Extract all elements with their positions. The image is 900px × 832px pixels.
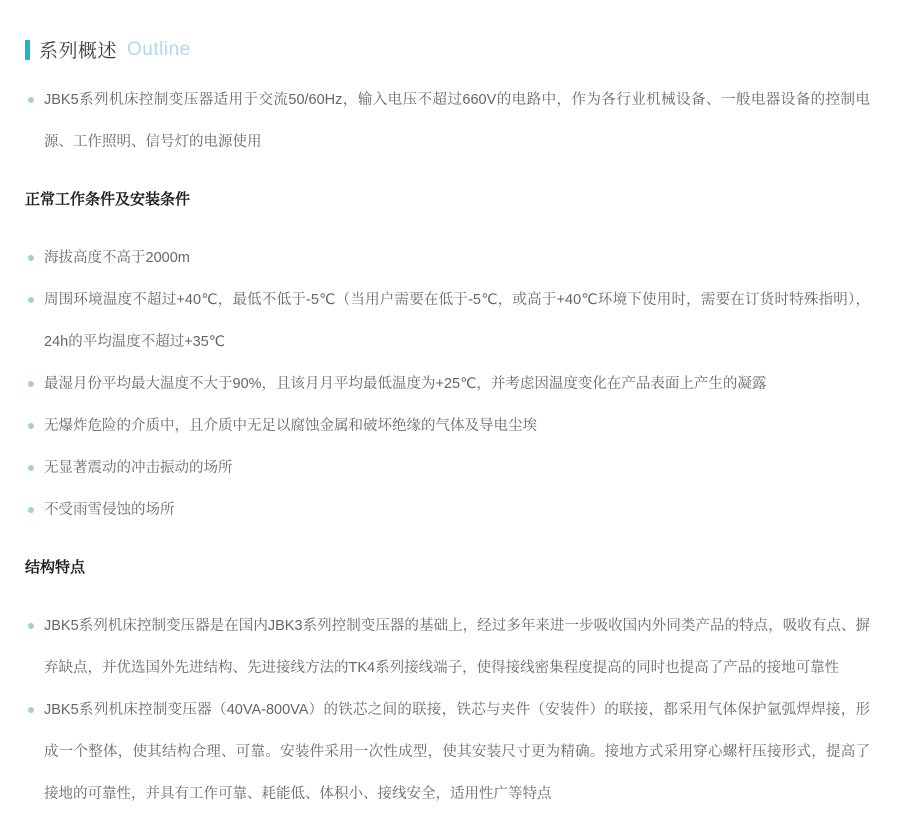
list-item — [25, 447, 870, 489]
list-item — [25, 689, 870, 815]
bullet-list — [25, 237, 870, 531]
bullet-dot-icon — [28, 423, 34, 429]
bullet-text: JBK5系列机床控制变压器（40VA-800VA）的铁芯之间的联接，铁芯与夹件（安装件）的联接，都采用气体保护氩弧焊焊接，形成一个整体，使其结构合理、可靠。安装件采用一次性成型，使其安装尺寸更为精确。接地方式采用穿心螺杆压接形式，提高了接地的可靠性，并具有工作可靠、耗能低、体积小、接线安全，适用性广等特点 — [44, 702, 870, 802]
section-heading: 结构特点 — [25, 559, 86, 576]
bullet-text: 海拔高度不高于2000m — [44, 250, 190, 266]
bullet-text: 最湿月份平均最大温度不大于90%，且该月月平均最低温度为+25℃，并考虑因温度变化在产品表面上产生的凝露 — [44, 376, 767, 392]
list-item — [25, 605, 870, 689]
bullet-list — [25, 605, 870, 815]
sections-container — [25, 79, 870, 815]
bullet-text: 周围环境温度不超过+40℃，最低不低于-5℃（当用户需要在低于-5℃，或高于+40℃环境下使用时，需要在订货时特殊指明），24h的平均温度不超过+35℃ — [44, 292, 870, 350]
bullet-dot-icon — [28, 381, 34, 387]
page-header — [25, 36, 870, 63]
bullet-dot-icon — [28, 97, 34, 103]
list-item — [25, 279, 870, 363]
bullet-text: 无爆炸危险的介质中，且介质中无足以腐蚀金属和破坏绝缘的气体及导电尘埃 — [44, 418, 537, 434]
page-title: 系列概述 — [39, 41, 118, 62]
list-item — [25, 79, 870, 163]
bullet-text: 不受雨雪侵蚀的场所 — [44, 502, 175, 518]
bullet-dot-icon — [28, 707, 34, 713]
list-item — [25, 405, 870, 447]
bullet-dot-icon — [28, 297, 34, 303]
bullet-dot-icon — [28, 465, 34, 471]
bullet-text: 无显著震动的冲击振动的场所 — [44, 460, 233, 476]
bullet-text: JBK5系列机床控制变压器适用于交流50/60Hz，输入电压不超过660V的电路中，作为各行业机械设备、一般电器设备的控制电源、工作照明、信号灯的电源使用 — [44, 92, 870, 150]
accent-bar-icon — [25, 40, 30, 60]
bullet-dot-icon — [28, 623, 34, 629]
section-heading: 正常工作条件及安装条件 — [25, 191, 191, 208]
bullet-text: JBK5系列机床控制变压器是在国内JBK3系列控制变压器的基础上，经过多年来进一步吸收国内外同类产品的特点，吸收有点、摒弃缺点，并优选国外先进结构、先进接线方法的TK4系列接线端子，使得接线密集程度提高的同时也提高了产品的接地可靠性 — [44, 618, 870, 676]
list-item — [25, 363, 870, 405]
list-item — [25, 489, 870, 531]
page-subtitle: Outline — [127, 38, 191, 60]
list-item — [25, 237, 870, 279]
bullet-dot-icon — [28, 255, 34, 261]
bullet-dot-icon — [28, 507, 34, 513]
bullet-list — [25, 79, 870, 163]
